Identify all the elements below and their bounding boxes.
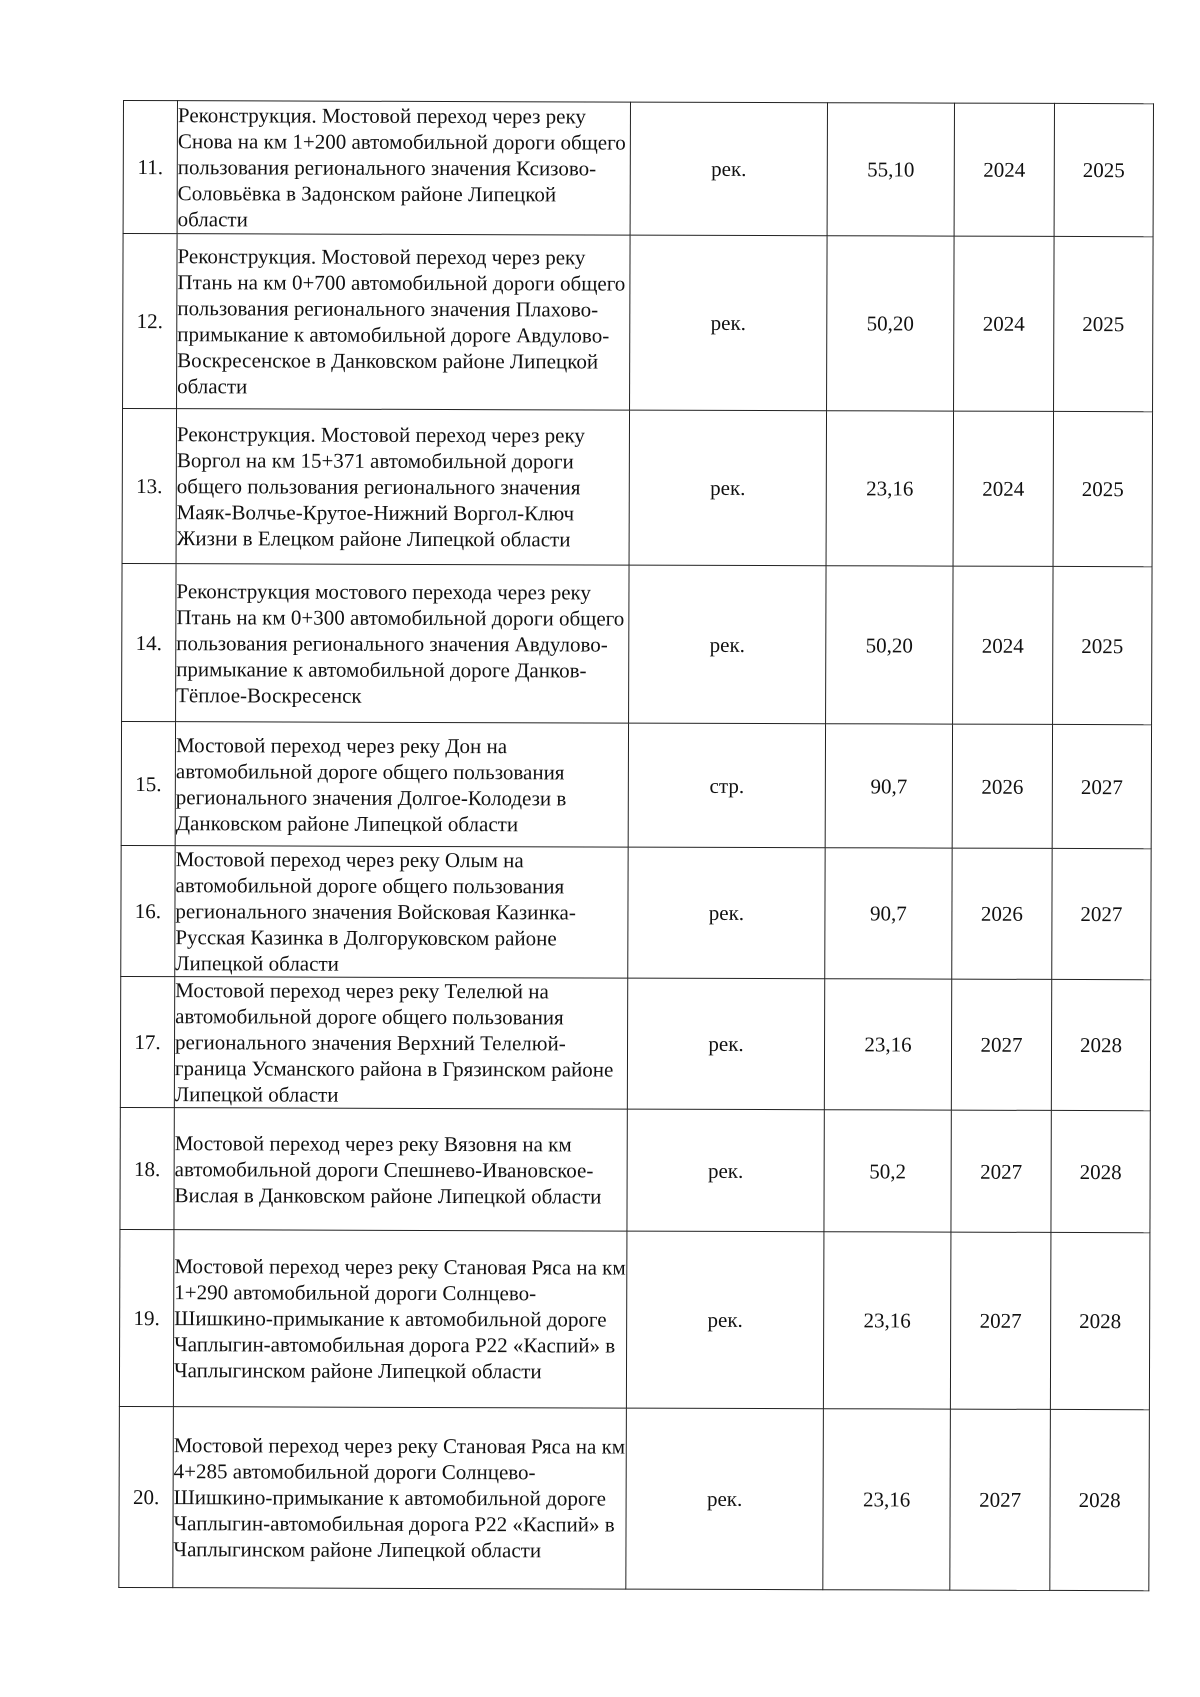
start-year: 2026 xyxy=(952,848,1052,979)
end-year: 2025 xyxy=(1054,236,1154,411)
table-row xyxy=(120,1107,1150,1232)
row-number: 13. xyxy=(122,409,176,564)
object-description: Мостовой переход через реку Телелюй на автомобильной дороге общего пользования регионального значения Верхний Телелюй-граница Усманского района в Грязинском районе Липецкой области xyxy=(174,977,627,1109)
end-year: 2028 xyxy=(1051,979,1150,1110)
row-number: 16. xyxy=(121,845,175,976)
object-description: Мостовой переход через реку Дон на автомобильной дороге общего пользования регионального значения Долгое-Колодези в Данковском районе Липецкой области xyxy=(175,722,628,847)
object-description: Реконструкция. Мостовой переход через реку Воргол на км 15+371 автомобильной дороги общего пользования регионального значения Маяк-Волчье-Крутое-Нижний Воргол-Ключ Жизни в Елецком районе Липецкой области xyxy=(176,409,629,565)
work-type: рек. xyxy=(629,410,826,566)
object-description: Реконструкция. Мостовой переход через реку Птань на км 0+700 автомобильной дороги общего пользования регионального значения Плахово-примыкание к автомобильной дороге Авдулово-Воскресенское в Данковском районе Липецкой области xyxy=(177,234,631,410)
start-year: 2027 xyxy=(951,979,1051,1110)
work-type: рек. xyxy=(627,978,824,1110)
work-type: рек. xyxy=(628,847,825,979)
end-year: 2028 xyxy=(1050,1232,1150,1409)
work-type: рек. xyxy=(627,1109,824,1232)
end-year: 2025 xyxy=(1053,411,1152,566)
end-year: 2028 xyxy=(1050,1409,1150,1590)
work-type: рек. xyxy=(629,565,826,724)
value-cell: 23,16 xyxy=(824,979,951,1110)
work-type: рек. xyxy=(626,1231,824,1409)
object-description: Мостовой переход через реку Становая Ряса на км 4+285 автомобильной дороги Солнцево-Шишкино-примыкание к автомобильной дороге Чаплыгин-автомобильная дорога Р22 «Каспий» в Чаплыгинском районе Липецкой области xyxy=(173,1407,627,1589)
table-row xyxy=(123,234,1154,412)
value-cell: 23,16 xyxy=(823,1409,951,1590)
work-type: рек. xyxy=(630,102,827,236)
object-description: Мостовой переход через реку Вязовня на км автомобильной дороги Спешнево-Ивановское-Вислая в Данковском районе Липецкой области xyxy=(174,1108,627,1231)
row-number: 19. xyxy=(119,1229,174,1406)
row-number: 15. xyxy=(121,721,175,845)
end-year: 2027 xyxy=(1052,848,1151,979)
start-year: 2024 xyxy=(954,103,1054,236)
table-row xyxy=(122,563,1152,724)
table-row xyxy=(119,1229,1150,1409)
row-number: 12. xyxy=(123,234,178,409)
start-year: 2027 xyxy=(951,1110,1051,1232)
row-number: 14. xyxy=(122,563,176,721)
start-year: 2026 xyxy=(952,724,1052,848)
work-type: рек. xyxy=(630,235,828,411)
end-year: 2028 xyxy=(1051,1110,1150,1232)
value-cell: 50,20 xyxy=(827,236,955,411)
object-description: Мостовой переход через реку Становая Ряса на км 1+290 автомобильной дороги Солнцево-Шишкино-примыкание к автомобильной дороге Чаплыгин-автомобильная дорога Р22 «Каспий» в Чаплыгинском районе Липецкой области xyxy=(173,1230,627,1408)
start-year: 2027 xyxy=(950,1232,1051,1409)
end-year: 2027 xyxy=(1052,724,1151,848)
work-type: рек. xyxy=(626,1408,824,1590)
row-number: 11. xyxy=(123,101,177,234)
value-cell: 23,16 xyxy=(826,411,953,566)
start-year: 2024 xyxy=(953,411,1053,566)
row-number: 17. xyxy=(120,976,174,1107)
table-row xyxy=(120,976,1150,1110)
object-description: Реконструкция мостового перехода через реку Птань на км 0+300 автомобильной дороги общего пользования регионального значения Авдулово-примыкание к автомобильной дороге Данков-Тёплое-Воскресенск xyxy=(176,564,629,723)
table-row xyxy=(121,845,1151,979)
table-body xyxy=(119,101,1154,1591)
row-number: 18. xyxy=(120,1107,174,1229)
value-cell: 50,20 xyxy=(826,566,953,724)
table-row xyxy=(119,1406,1150,1590)
bridge-objects-table xyxy=(118,100,1154,1591)
table-row xyxy=(123,101,1153,237)
start-year: 2027 xyxy=(950,1409,1051,1590)
value-cell: 90,7 xyxy=(825,724,952,848)
work-type: стр. xyxy=(628,723,825,848)
value-cell: 50,2 xyxy=(824,1110,951,1232)
start-year: 2024 xyxy=(953,566,1053,724)
value-cell: 90,7 xyxy=(825,848,952,979)
object-description: Мостовой переход через реку Олым на автомобильной дороге общего пользования регионального значения Войсковая Казинка-Русская Казинка в Долгоруковском районе Липецкой области xyxy=(175,846,628,978)
table-row xyxy=(121,721,1151,848)
row-number: 20. xyxy=(119,1406,174,1587)
table-row xyxy=(122,409,1152,567)
end-year: 2025 xyxy=(1053,566,1152,724)
object-description: Реконструкция. Мостовой переход через реку Снова на км 1+200 автомобильной дороги общего пользования регионального значения Ксизово-Соловьёвка в Задонском районе Липецкой области xyxy=(177,101,630,235)
start-year: 2024 xyxy=(954,236,1055,411)
value-cell: 23,16 xyxy=(823,1232,951,1409)
value-cell: 55,10 xyxy=(827,103,954,236)
end-year: 2025 xyxy=(1054,103,1153,236)
